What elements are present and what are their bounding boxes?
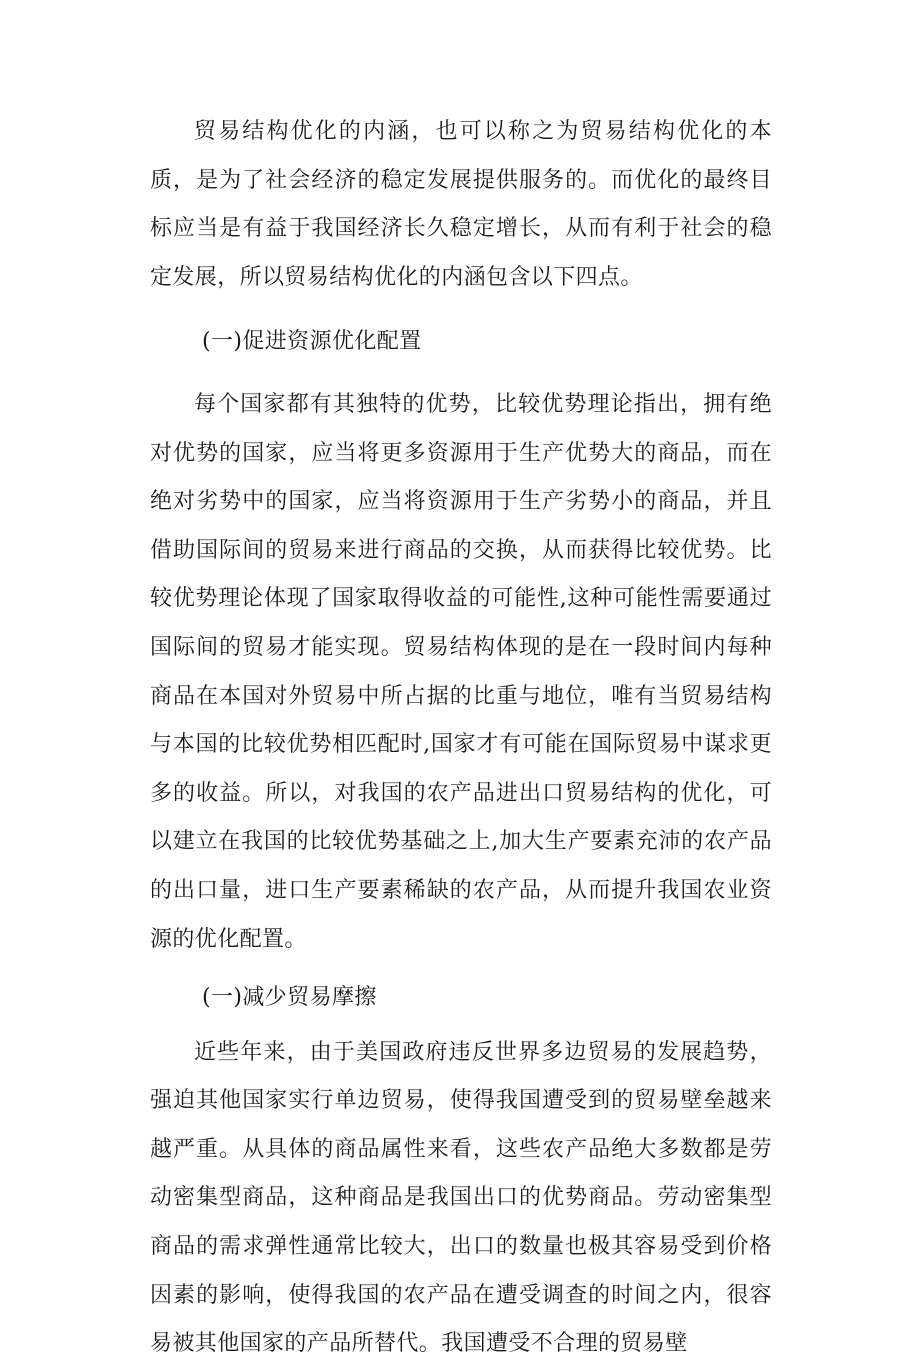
document-body <box>150 108 772 1369</box>
paragraph-intro: 贸易结构优化的内涵，也可以称之为贸易结构优化的本质，是为了社会经济的稳定发展提供服务的。而优化的最终目标应当是有益于我国经济长久稳定增长，从而有利于社会的稳定发展，所以贸易结构优化的内涵包含以下四点。 <box>150 119 772 290</box>
spacer <box>150 367 772 381</box>
spacer <box>150 302 772 318</box>
section-heading-resource-allocation: (一)促进资源优化配置 <box>202 329 422 355</box>
paragraph-comparative-advantage: 每个国家都有其独特的优势，比较优势理论指出，拥有绝对优势的国家，应当将更多资源用于生产优势大的商品，而在绝对劣势中的国家，应当将资源用于生产劣势小的商品，并且借助国际间的贸易来进行商品的交换，从而获得比较优势。比较优势理论体现了国家取得收益的可能性,这种可能性需要通过国际间的贸易才能实现。贸易结构体现的是在一段时间内每种商品在本国对外贸易中所占据的比重与地位，唯有当贸易结构与本国的比较优势相匹配时,国家才有可能在国际贸易中谋求更多的收益。所以，对我国的农产品进出口贸易结构的优化，可以建立在我国的比较优势基础之上,加大生产要素充沛的农产品的出口量，进口生产要素稀缺的农产品，从而提升我国农业资源的优化配置。 <box>150 391 772 952</box>
paragraph-trade-barriers: 近些年来，由于美国政府违反世界多边贸易的发展趋势，强迫其他国家实行单边贸易，使得我国遭受到的贸易壁垒越来越严重。从具体的商品属性来看，这些农产品绝大多数都是劳动密集型商品，这种商品是我国出口的优势商品。劳动密集型商品的需求弹性通常比较大，出口的数量也极其容易受到价格因素的影响，使得我国的农产品在遭受调查的时间之内，很容易被其他国家的产品所替代。我国遭受不合理的贸易壁 <box>150 1039 772 1357</box>
spacer <box>150 964 772 974</box>
section-heading-trade-friction: (一)减少贸易摩擦 <box>202 985 377 1011</box>
